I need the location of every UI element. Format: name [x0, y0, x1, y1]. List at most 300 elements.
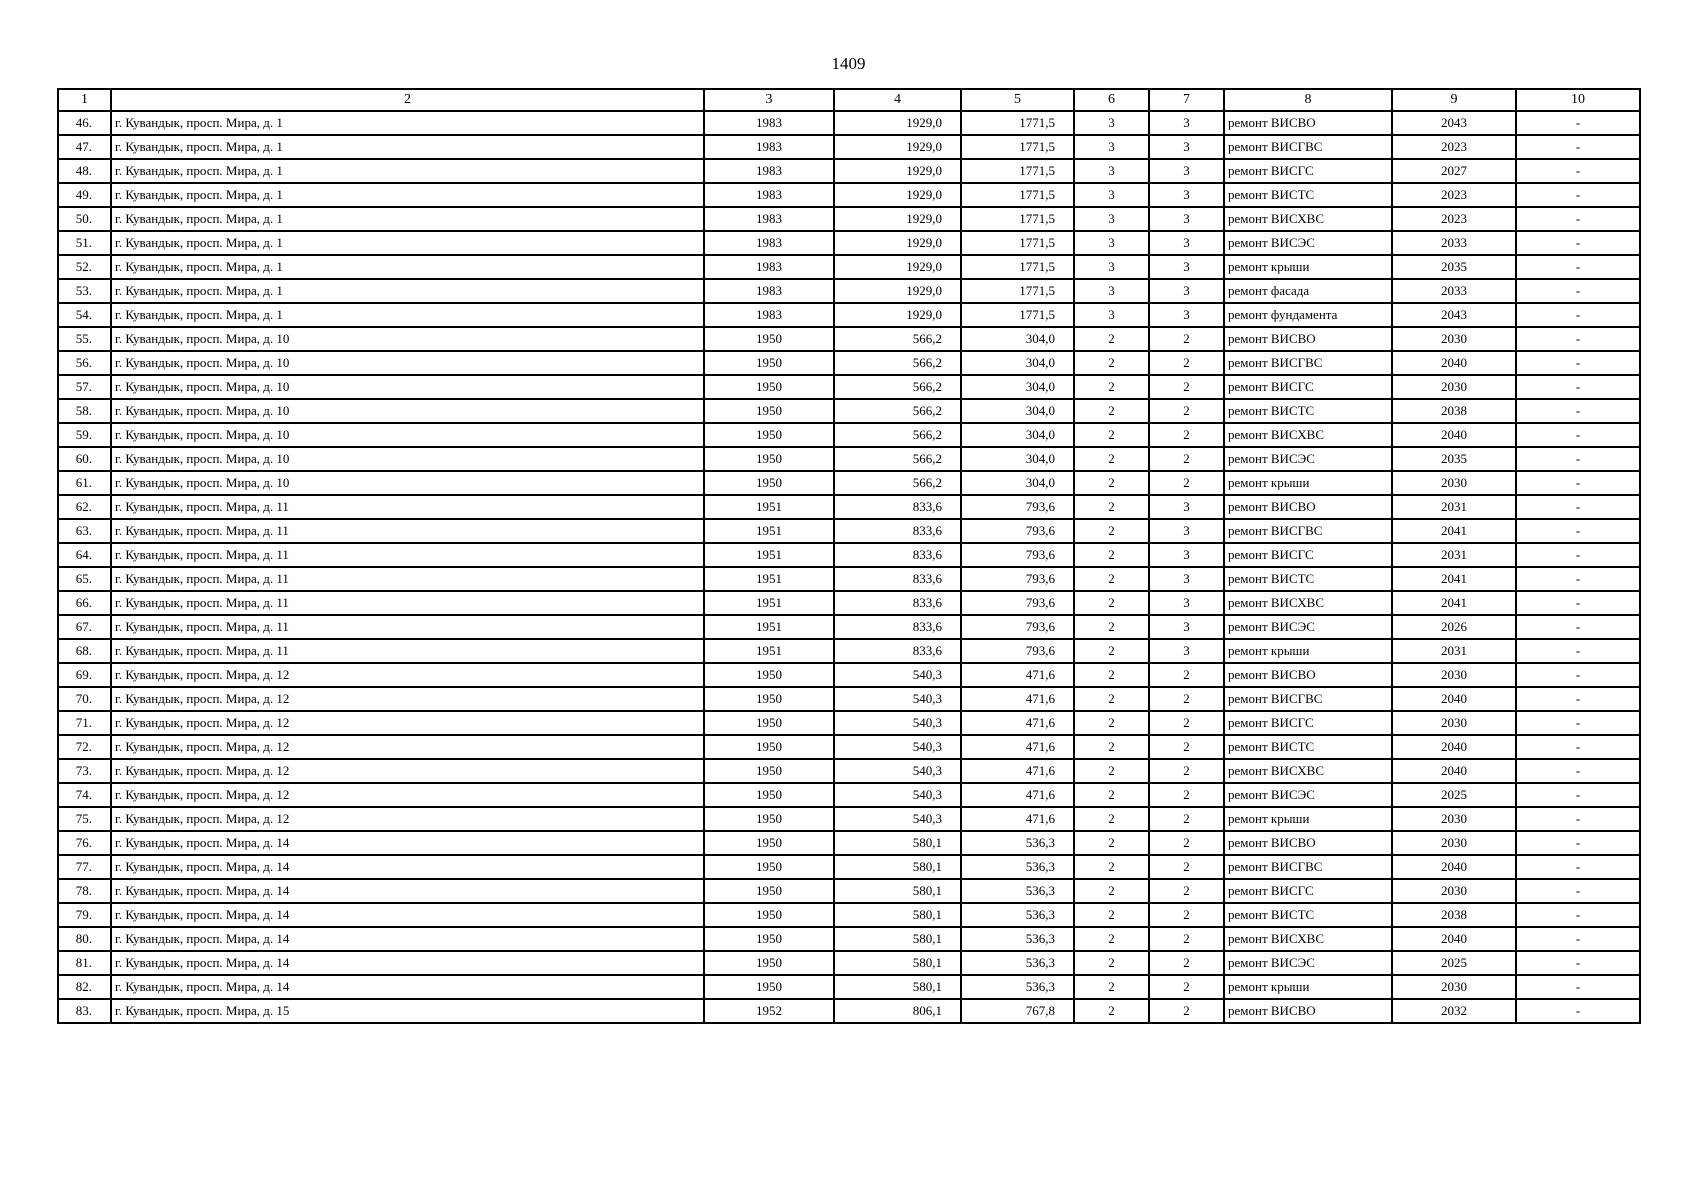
cell-entrances: 3 [1149, 639, 1224, 663]
cell-entrances: 2 [1149, 423, 1224, 447]
cell-living-area: 536,3 [961, 903, 1074, 927]
cell-row-number: 68. [58, 639, 111, 663]
cell-note: - [1516, 399, 1640, 423]
cell-work-type: ремонт ВИСЭС [1224, 615, 1392, 639]
cell-floors: 2 [1074, 543, 1149, 567]
cell-total-area: 1929,0 [834, 207, 961, 231]
cell-planned-year: 2040 [1392, 927, 1516, 951]
cell-total-area: 833,6 [834, 639, 961, 663]
table-row [58, 927, 1640, 951]
cell-living-area: 793,6 [961, 519, 1074, 543]
cell-entrances: 2 [1149, 447, 1224, 471]
cell-work-type: ремонт ВИСТС [1224, 399, 1392, 423]
cell-planned-year: 2043 [1392, 111, 1516, 135]
cell-address: г. Кувандык, просп. Мира, д. 11 [111, 639, 704, 663]
cell-year-built: 1950 [704, 855, 834, 879]
cell-floors: 2 [1074, 735, 1149, 759]
cell-row-number: 49. [58, 183, 111, 207]
cell-floors: 3 [1074, 279, 1149, 303]
cell-floors: 2 [1074, 855, 1149, 879]
table-row [58, 111, 1640, 135]
table-row [58, 447, 1640, 471]
cell-total-area: 540,3 [834, 735, 961, 759]
cell-floors: 3 [1074, 207, 1149, 231]
cell-work-type: ремонт фундамента [1224, 303, 1392, 327]
cell-living-area: 1771,5 [961, 279, 1074, 303]
table-row [58, 327, 1640, 351]
cell-floors: 3 [1074, 231, 1149, 255]
cell-row-number: 70. [58, 687, 111, 711]
cell-address: г. Кувандык, просп. Мира, д. 11 [111, 567, 704, 591]
cell-year-built: 1950 [704, 711, 834, 735]
cell-work-type: ремонт ВИСГВС [1224, 519, 1392, 543]
cell-planned-year: 2040 [1392, 687, 1516, 711]
table-row [58, 615, 1640, 639]
cell-living-area: 767,8 [961, 999, 1074, 1023]
cell-note: - [1516, 687, 1640, 711]
cell-year-built: 1950 [704, 687, 834, 711]
cell-entrances: 2 [1149, 399, 1224, 423]
cell-note: - [1516, 327, 1640, 351]
cell-living-area: 1771,5 [961, 207, 1074, 231]
cell-note: - [1516, 351, 1640, 375]
cell-planned-year: 2030 [1392, 663, 1516, 687]
cell-total-area: 566,2 [834, 327, 961, 351]
cell-year-built: 1950 [704, 927, 834, 951]
table-row [58, 567, 1640, 591]
cell-note: - [1516, 375, 1640, 399]
cell-entrances: 2 [1149, 879, 1224, 903]
cell-work-type: ремонт ВИСВО [1224, 663, 1392, 687]
cell-address: г. Кувандык, просп. Мира, д. 10 [111, 399, 704, 423]
cell-work-type: ремонт фасада [1224, 279, 1392, 303]
table-row [58, 471, 1640, 495]
table-row [58, 735, 1640, 759]
cell-work-type: ремонт ВИСТС [1224, 567, 1392, 591]
cell-planned-year: 2030 [1392, 807, 1516, 831]
cell-planned-year: 2033 [1392, 279, 1516, 303]
cell-planned-year: 2025 [1392, 951, 1516, 975]
cell-address: г. Кувандык, просп. Мира, д. 1 [111, 183, 704, 207]
cell-total-area: 540,3 [834, 807, 961, 831]
cell-entrances: 3 [1149, 495, 1224, 519]
cell-note: - [1516, 903, 1640, 927]
cell-address: г. Кувандык, просп. Мира, д. 1 [111, 279, 704, 303]
table-row [58, 975, 1640, 999]
cell-living-area: 1771,5 [961, 231, 1074, 255]
cell-total-area: 833,6 [834, 543, 961, 567]
cell-entrances: 3 [1149, 135, 1224, 159]
table-row [58, 711, 1640, 735]
cell-note: - [1516, 255, 1640, 279]
cell-total-area: 833,6 [834, 495, 961, 519]
cell-planned-year: 2025 [1392, 783, 1516, 807]
table-row [58, 231, 1640, 255]
cell-floors: 2 [1074, 351, 1149, 375]
cell-floors: 2 [1074, 711, 1149, 735]
cell-entrances: 2 [1149, 375, 1224, 399]
cell-row-number: 56. [58, 351, 111, 375]
cell-note: - [1516, 423, 1640, 447]
cell-floors: 2 [1074, 879, 1149, 903]
cell-planned-year: 2038 [1392, 903, 1516, 927]
cell-note: - [1516, 303, 1640, 327]
cell-work-type: ремонт ВИСЭС [1224, 231, 1392, 255]
cell-total-area: 580,1 [834, 903, 961, 927]
table-row [58, 519, 1640, 543]
cell-entrances: 3 [1149, 111, 1224, 135]
cell-planned-year: 2040 [1392, 855, 1516, 879]
cell-entrances: 2 [1149, 663, 1224, 687]
cell-total-area: 580,1 [834, 975, 961, 999]
cell-floors: 2 [1074, 831, 1149, 855]
cell-address: г. Кувандык, просп. Мира, д. 1 [111, 207, 704, 231]
cell-row-number: 60. [58, 447, 111, 471]
cell-planned-year: 2026 [1392, 615, 1516, 639]
cell-row-number: 83. [58, 999, 111, 1023]
cell-planned-year: 2030 [1392, 375, 1516, 399]
cell-address: г. Кувандык, просп. Мира, д. 1 [111, 255, 704, 279]
cell-planned-year: 2041 [1392, 519, 1516, 543]
cell-row-number: 54. [58, 303, 111, 327]
cell-planned-year: 2040 [1392, 351, 1516, 375]
cell-year-built: 1950 [704, 663, 834, 687]
cell-total-area: 1929,0 [834, 183, 961, 207]
cell-row-number: 50. [58, 207, 111, 231]
cell-floors: 3 [1074, 111, 1149, 135]
cell-entrances: 2 [1149, 735, 1224, 759]
cell-year-built: 1950 [704, 903, 834, 927]
cell-row-number: 57. [58, 375, 111, 399]
cell-year-built: 1950 [704, 735, 834, 759]
cell-total-area: 580,1 [834, 831, 961, 855]
table-row [58, 303, 1640, 327]
cell-planned-year: 2030 [1392, 879, 1516, 903]
cell-year-built: 1952 [704, 999, 834, 1023]
cell-row-number: 64. [58, 543, 111, 567]
cell-note: - [1516, 471, 1640, 495]
table-row [58, 135, 1640, 159]
cell-address: г. Кувандык, просп. Мира, д. 12 [111, 759, 704, 783]
cell-total-area: 566,2 [834, 351, 961, 375]
cell-total-area: 540,3 [834, 783, 961, 807]
cell-planned-year: 2032 [1392, 999, 1516, 1023]
cell-floors: 2 [1074, 687, 1149, 711]
cell-living-area: 304,0 [961, 351, 1074, 375]
cell-address: г. Кувандык, просп. Мира, д. 1 [111, 231, 704, 255]
cell-living-area: 1771,5 [961, 255, 1074, 279]
cell-work-type: ремонт ВИСХВС [1224, 927, 1392, 951]
cell-floors: 2 [1074, 519, 1149, 543]
cell-planned-year: 2031 [1392, 543, 1516, 567]
cell-entrances: 2 [1149, 975, 1224, 999]
repair-schedule-table [57, 88, 1641, 1024]
cell-entrances: 2 [1149, 927, 1224, 951]
cell-floors: 2 [1074, 951, 1149, 975]
cell-total-area: 566,2 [834, 471, 961, 495]
cell-total-area: 540,3 [834, 711, 961, 735]
table-row [58, 399, 1640, 423]
cell-note: - [1516, 807, 1640, 831]
cell-work-type: ремонт крыши [1224, 807, 1392, 831]
cell-total-area: 566,2 [834, 423, 961, 447]
column-header-2: 2 [111, 89, 704, 111]
cell-note: - [1516, 879, 1640, 903]
table-row [58, 951, 1640, 975]
table-row [58, 879, 1640, 903]
cell-year-built: 1950 [704, 807, 834, 831]
cell-work-type: ремонт крыши [1224, 471, 1392, 495]
cell-floors: 2 [1074, 591, 1149, 615]
cell-note: - [1516, 519, 1640, 543]
cell-entrances: 2 [1149, 903, 1224, 927]
cell-note: - [1516, 663, 1640, 687]
cell-row-number: 62. [58, 495, 111, 519]
cell-entrances: 2 [1149, 831, 1224, 855]
cell-planned-year: 2030 [1392, 975, 1516, 999]
cell-living-area: 304,0 [961, 327, 1074, 351]
cell-living-area: 536,3 [961, 951, 1074, 975]
table-row [58, 375, 1640, 399]
cell-total-area: 1929,0 [834, 231, 961, 255]
cell-address: г. Кувандык, просп. Мира, д. 1 [111, 303, 704, 327]
cell-address: г. Кувандык, просп. Мира, д. 14 [111, 975, 704, 999]
cell-year-built: 1950 [704, 471, 834, 495]
cell-living-area: 304,0 [961, 399, 1074, 423]
column-header-7: 7 [1149, 89, 1224, 111]
cell-year-built: 1950 [704, 975, 834, 999]
cell-floors: 3 [1074, 159, 1149, 183]
table-row [58, 159, 1640, 183]
cell-total-area: 1929,0 [834, 159, 961, 183]
cell-work-type: ремонт ВИСТС [1224, 735, 1392, 759]
table-row [58, 591, 1640, 615]
cell-note: - [1516, 183, 1640, 207]
cell-total-area: 833,6 [834, 615, 961, 639]
cell-work-type: ремонт ВИСГС [1224, 159, 1392, 183]
cell-planned-year: 2023 [1392, 207, 1516, 231]
cell-total-area: 1929,0 [834, 303, 961, 327]
cell-row-number: 78. [58, 879, 111, 903]
cell-entrances: 2 [1149, 951, 1224, 975]
cell-address: г. Кувандык, просп. Мира, д. 10 [111, 447, 704, 471]
cell-total-area: 566,2 [834, 399, 961, 423]
cell-planned-year: 2023 [1392, 135, 1516, 159]
cell-year-built: 1950 [704, 351, 834, 375]
cell-note: - [1516, 735, 1640, 759]
cell-note: - [1516, 543, 1640, 567]
cell-year-built: 1951 [704, 591, 834, 615]
cell-note: - [1516, 711, 1640, 735]
cell-entrances: 3 [1149, 303, 1224, 327]
cell-planned-year: 2035 [1392, 447, 1516, 471]
cell-row-number: 58. [58, 399, 111, 423]
cell-year-built: 1951 [704, 543, 834, 567]
table-row [58, 639, 1640, 663]
cell-work-type: ремонт ВИСГС [1224, 543, 1392, 567]
cell-year-built: 1983 [704, 135, 834, 159]
cell-work-type: ремонт крыши [1224, 255, 1392, 279]
cell-entrances: 2 [1149, 351, 1224, 375]
table-row [58, 759, 1640, 783]
cell-total-area: 833,6 [834, 567, 961, 591]
cell-row-number: 72. [58, 735, 111, 759]
cell-living-area: 471,6 [961, 735, 1074, 759]
cell-entrances: 2 [1149, 759, 1224, 783]
cell-note: - [1516, 927, 1640, 951]
cell-row-number: 73. [58, 759, 111, 783]
cell-living-area: 1771,5 [961, 303, 1074, 327]
cell-address: г. Кувандык, просп. Мира, д. 12 [111, 735, 704, 759]
cell-planned-year: 2040 [1392, 735, 1516, 759]
cell-address: г. Кувандык, просп. Мира, д. 15 [111, 999, 704, 1023]
table-row [58, 207, 1640, 231]
cell-work-type: ремонт ВИСХВС [1224, 591, 1392, 615]
cell-note: - [1516, 783, 1640, 807]
cell-work-type: ремонт ВИСЭС [1224, 783, 1392, 807]
cell-entrances: 3 [1149, 255, 1224, 279]
cell-entrances: 3 [1149, 159, 1224, 183]
cell-entrances: 3 [1149, 231, 1224, 255]
cell-year-built: 1950 [704, 447, 834, 471]
cell-year-built: 1983 [704, 231, 834, 255]
cell-living-area: 793,6 [961, 639, 1074, 663]
cell-floors: 2 [1074, 927, 1149, 951]
cell-address: г. Кувандык, просп. Мира, д. 11 [111, 615, 704, 639]
table-row [58, 543, 1640, 567]
cell-work-type: ремонт ВИСГС [1224, 879, 1392, 903]
cell-planned-year: 2041 [1392, 591, 1516, 615]
cell-note: - [1516, 759, 1640, 783]
table-row [58, 183, 1640, 207]
cell-entrances: 2 [1149, 807, 1224, 831]
cell-floors: 2 [1074, 663, 1149, 687]
cell-address: г. Кувандык, просп. Мира, д. 10 [111, 375, 704, 399]
cell-floors: 2 [1074, 375, 1149, 399]
cell-address: г. Кувандык, просп. Мира, д. 14 [111, 903, 704, 927]
cell-work-type: ремонт ВИСГВС [1224, 687, 1392, 711]
cell-living-area: 471,6 [961, 711, 1074, 735]
cell-total-area: 1929,0 [834, 135, 961, 159]
cell-total-area: 580,1 [834, 927, 961, 951]
cell-living-area: 304,0 [961, 471, 1074, 495]
column-header-8: 8 [1224, 89, 1392, 111]
cell-row-number: 76. [58, 831, 111, 855]
cell-planned-year: 2030 [1392, 471, 1516, 495]
cell-address: г. Кувандык, просп. Мира, д. 12 [111, 711, 704, 735]
cell-planned-year: 2031 [1392, 495, 1516, 519]
cell-address: г. Кувандык, просп. Мира, д. 14 [111, 831, 704, 855]
cell-year-built: 1983 [704, 111, 834, 135]
cell-entrances: 2 [1149, 711, 1224, 735]
cell-planned-year: 2031 [1392, 639, 1516, 663]
column-header-4: 4 [834, 89, 961, 111]
cell-floors: 2 [1074, 975, 1149, 999]
cell-row-number: 51. [58, 231, 111, 255]
cell-note: - [1516, 999, 1640, 1023]
cell-row-number: 53. [58, 279, 111, 303]
cell-work-type: ремонт ВИСВО [1224, 327, 1392, 351]
cell-year-built: 1950 [704, 759, 834, 783]
cell-year-built: 1950 [704, 951, 834, 975]
cell-entrances: 2 [1149, 471, 1224, 495]
cell-floors: 2 [1074, 471, 1149, 495]
cell-note: - [1516, 951, 1640, 975]
cell-row-number: 67. [58, 615, 111, 639]
cell-row-number: 65. [58, 567, 111, 591]
cell-row-number: 46. [58, 111, 111, 135]
table-row [58, 279, 1640, 303]
cell-floors: 2 [1074, 399, 1149, 423]
cell-year-built: 1983 [704, 207, 834, 231]
cell-year-built: 1951 [704, 495, 834, 519]
cell-total-area: 833,6 [834, 519, 961, 543]
cell-living-area: 304,0 [961, 423, 1074, 447]
cell-note: - [1516, 975, 1640, 999]
cell-living-area: 1771,5 [961, 111, 1074, 135]
cell-address: г. Кувандык, просп. Мира, д. 1 [111, 111, 704, 135]
cell-entrances: 2 [1149, 855, 1224, 879]
cell-row-number: 75. [58, 807, 111, 831]
cell-living-area: 1771,5 [961, 183, 1074, 207]
cell-address: г. Кувандык, просп. Мира, д. 10 [111, 351, 704, 375]
cell-note: - [1516, 567, 1640, 591]
page-number: 1409 [831, 54, 866, 73]
table-row [58, 855, 1640, 879]
cell-row-number: 48. [58, 159, 111, 183]
cell-row-number: 69. [58, 663, 111, 687]
cell-living-area: 1771,5 [961, 159, 1074, 183]
cell-work-type: ремонт ВИСВО [1224, 495, 1392, 519]
cell-planned-year: 2040 [1392, 423, 1516, 447]
cell-note: - [1516, 159, 1640, 183]
cell-planned-year: 2043 [1392, 303, 1516, 327]
cell-row-number: 59. [58, 423, 111, 447]
cell-floors: 3 [1074, 135, 1149, 159]
cell-floors: 3 [1074, 303, 1149, 327]
cell-total-area: 1929,0 [834, 111, 961, 135]
cell-floors: 2 [1074, 423, 1149, 447]
cell-row-number: 61. [58, 471, 111, 495]
cell-floors: 2 [1074, 567, 1149, 591]
cell-work-type: ремонт ВИСТС [1224, 903, 1392, 927]
cell-row-number: 80. [58, 927, 111, 951]
cell-note: - [1516, 615, 1640, 639]
cell-work-type: ремонт ВИСВО [1224, 831, 1392, 855]
cell-floors: 2 [1074, 327, 1149, 351]
cell-address: г. Кувандык, просп. Мира, д. 12 [111, 663, 704, 687]
cell-row-number: 79. [58, 903, 111, 927]
table-row [58, 903, 1640, 927]
cell-year-built: 1983 [704, 255, 834, 279]
cell-total-area: 580,1 [834, 951, 961, 975]
cell-planned-year: 2033 [1392, 231, 1516, 255]
cell-row-number: 77. [58, 855, 111, 879]
cell-address: г. Кувандык, просп. Мира, д. 12 [111, 687, 704, 711]
cell-row-number: 82. [58, 975, 111, 999]
column-header-6: 6 [1074, 89, 1149, 111]
cell-row-number: 47. [58, 135, 111, 159]
cell-year-built: 1950 [704, 879, 834, 903]
cell-planned-year: 2040 [1392, 759, 1516, 783]
cell-floors: 2 [1074, 783, 1149, 807]
cell-living-area: 471,6 [961, 759, 1074, 783]
table-row [58, 663, 1640, 687]
table-row [58, 807, 1640, 831]
cell-year-built: 1950 [704, 423, 834, 447]
cell-total-area: 540,3 [834, 663, 961, 687]
table-row [58, 423, 1640, 447]
